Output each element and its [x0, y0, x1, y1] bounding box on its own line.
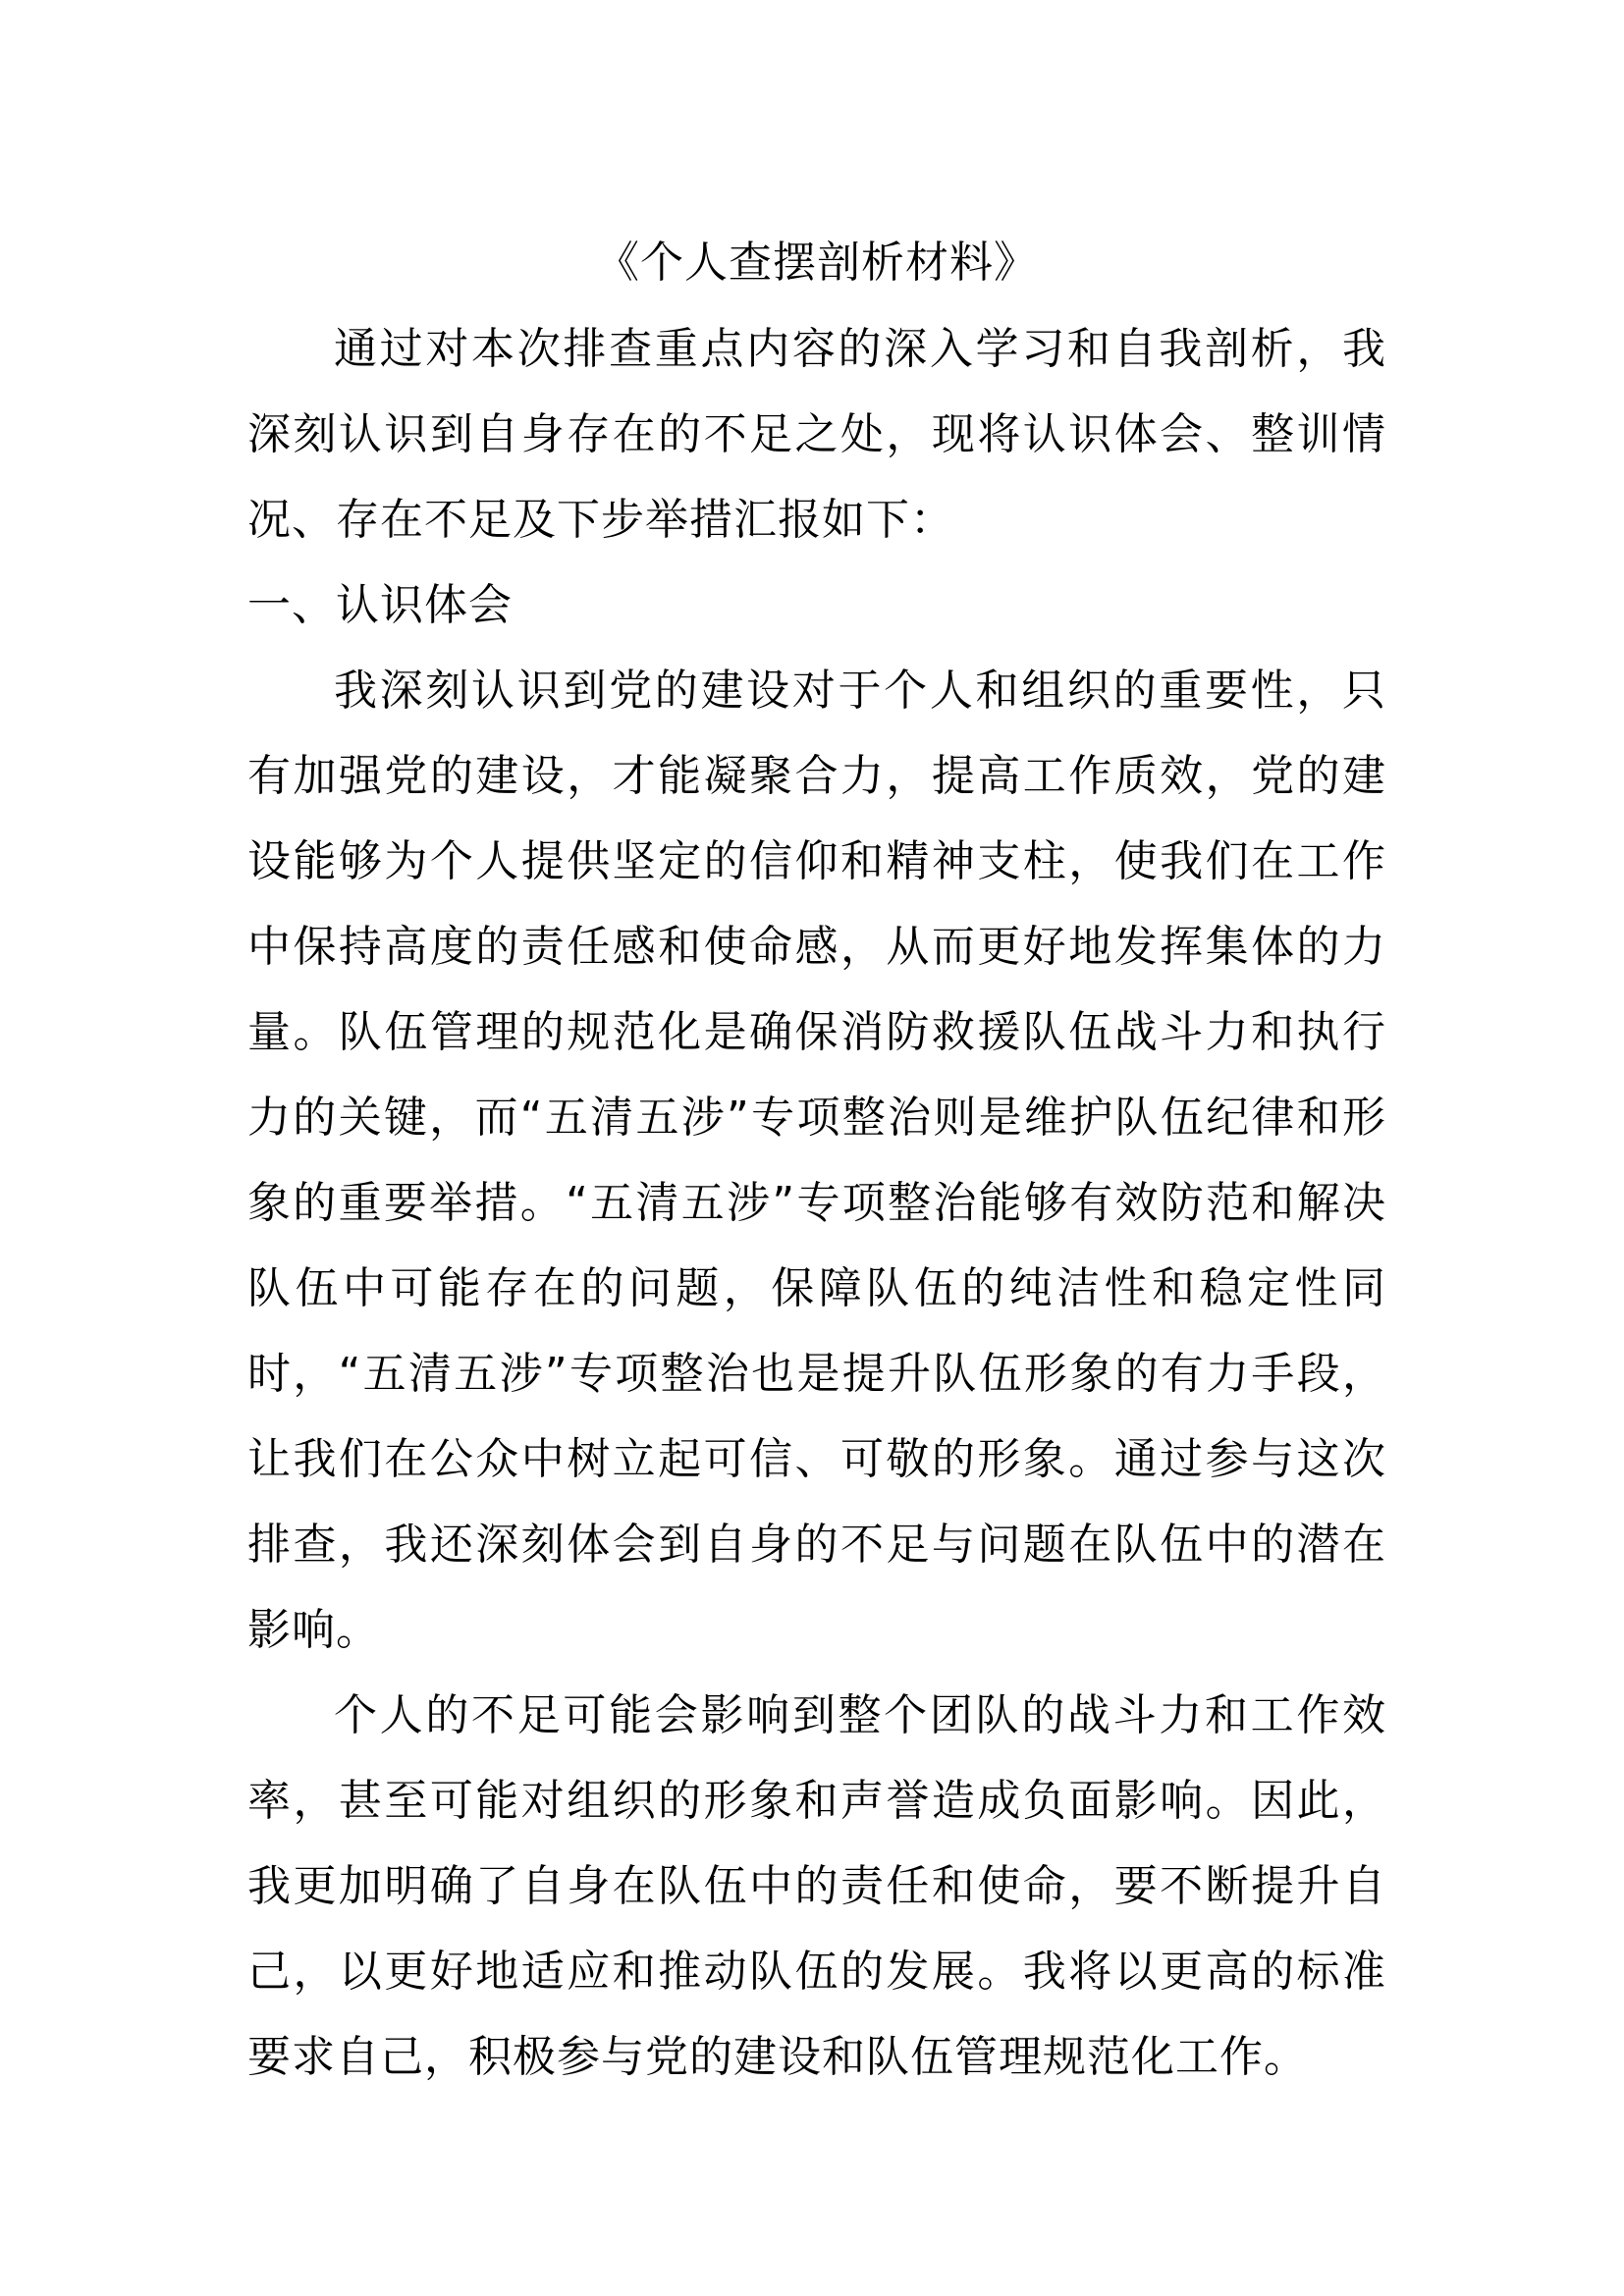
document-title: 《个人查摆剖析材料》 [596, 238, 1038, 288]
section-heading: 一、认识体会 [247, 580, 513, 630]
section-paragraph-1: 我深刻认识到党的建设对于个人和组织的重要性，只有加强党的建设，才能凝聚合力，提高工作质效，党的建设能够为个人提供坚定的信仰和精神支柱，使我们在工作中保持高度的责任感和使命感，从而更好地发挥集体的力量。队伍管理的规范化是确保消防救援队伍战斗力和执行力的关键，而“五清五涉”专项整治则是维护队伍纪律和形象的重要举措。“五清五涉”专项整治能够有效防范和解决队伍中可能存在的问题，保障队伍的纯洁性和稳定性同时，“五清五涉”专项整治也是提升队伍形象的有力手段，让我们在公众中树立起可信、可敬的形象。通过参与这次排查，我还深刻体会到自身的不足与问题在队伍中的潜在影响。 [247, 666, 1386, 1655]
document-body [247, 220, 1386, 2100]
section-paragraph-2: 个人的不足可能会影响到整个团队的战斗力和工作效率，甚至可能对组织的形象和声誉造成负面影响。因此，我更加明确了自身在队伍中的责任和使命，要不断提升自己，以更好地适应和推动队伍的发展。我将以更高的标准要求自己，积极参与党的建设和队伍管理规范化工作。 [247, 1690, 1386, 2082]
intro-paragraph: 通过对本次排查重点内容的深入学习和自我剖析，我深刻认识到自身存在的不足之处，现将认识体会、整训情况、存在不足及下步举措汇报如下： [247, 324, 1386, 545]
